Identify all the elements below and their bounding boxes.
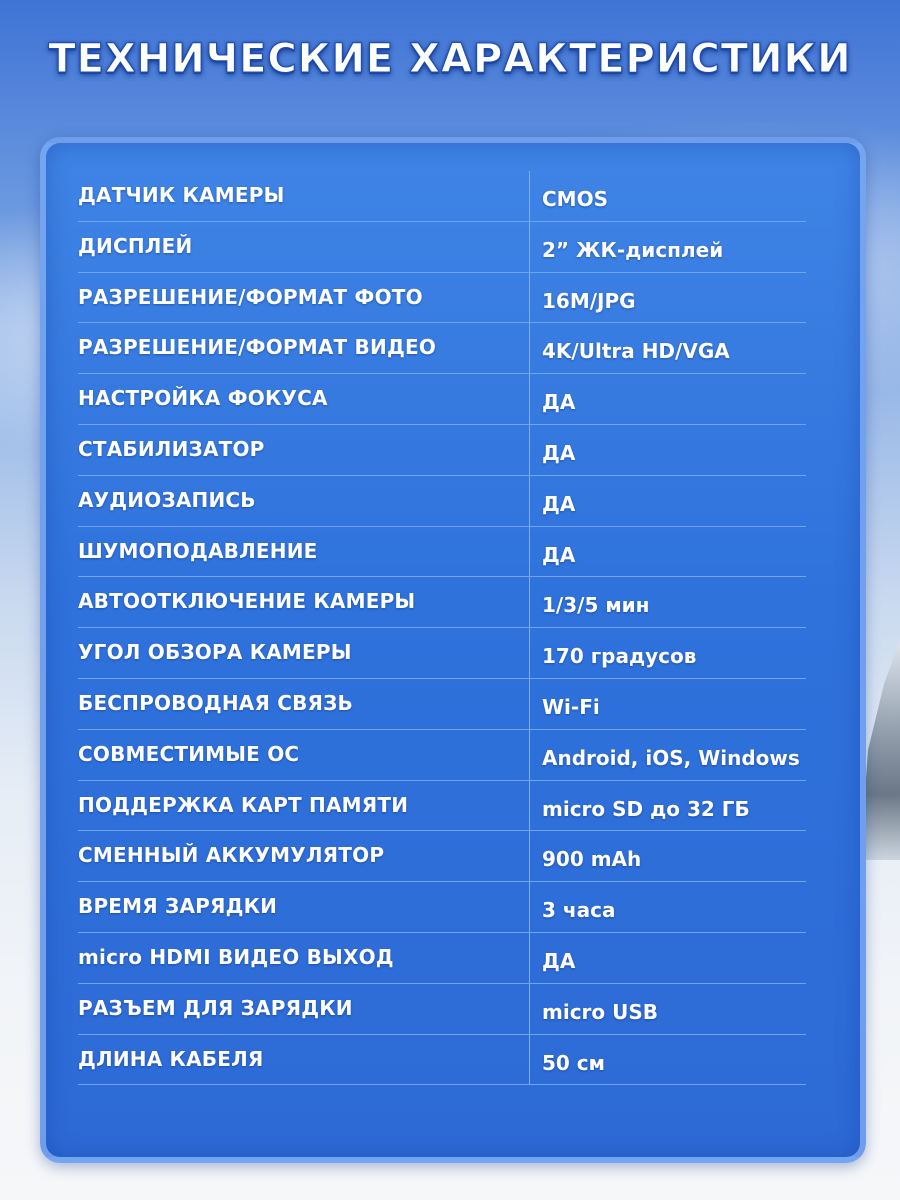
spec-row bbox=[78, 679, 806, 730]
spec-label: ВРЕМЯ ЗАРЯДКИ bbox=[78, 894, 278, 919]
spec-row bbox=[78, 882, 806, 933]
mountain-background bbox=[860, 640, 900, 860]
spec-label: micro HDMI ВИДЕО ВЫХОД bbox=[78, 944, 394, 969]
spec-row bbox=[78, 527, 806, 578]
spec-label: УГОЛ ОБЗОРА КАМЕРЫ bbox=[78, 640, 352, 665]
spec-value: 16M/JPG bbox=[529, 273, 806, 323]
spec-label: ДИСПЛЕЙ bbox=[78, 233, 193, 258]
spec-row bbox=[78, 781, 806, 832]
spec-label: БЕСПРОВОДНАЯ СВЯЗЬ bbox=[78, 690, 353, 715]
spec-value: ДА bbox=[529, 425, 806, 475]
spec-label: СОВМЕСТИМЫЕ ОС bbox=[78, 741, 300, 766]
spec-value: 4K/Ultra HD/VGA bbox=[529, 323, 806, 373]
spec-label: ДАТЧИК КАМЕРЫ bbox=[78, 183, 285, 207]
spec-value: 2” ЖК-дисплей bbox=[529, 222, 806, 272]
spec-value: 1/3/5 мин bbox=[529, 577, 806, 627]
spec-row bbox=[78, 984, 806, 1035]
specs-table bbox=[78, 171, 806, 1085]
spec-row bbox=[78, 1035, 806, 1086]
spec-label: АУДИОЗАПИСЬ bbox=[78, 487, 256, 512]
spec-value: micro USB bbox=[529, 984, 806, 1034]
spec-value: 50 см bbox=[529, 1035, 806, 1085]
spec-row bbox=[78, 933, 806, 984]
spec-row bbox=[78, 628, 806, 679]
spec-value: ДА bbox=[529, 476, 806, 526]
spec-value: ДА bbox=[529, 374, 806, 424]
spec-value: ДА bbox=[529, 527, 806, 577]
spec-value: Wi-Fi bbox=[529, 679, 806, 729]
spec-row bbox=[78, 476, 806, 527]
spec-row bbox=[78, 323, 806, 374]
spec-label: ДЛИНА КАБЕЛЯ bbox=[78, 1046, 264, 1071]
spec-row bbox=[78, 730, 806, 781]
spec-value: 3 часа bbox=[529, 882, 806, 932]
spec-row bbox=[78, 577, 806, 628]
spec-label: СТАБИЛИЗАТОР bbox=[78, 436, 265, 461]
spec-value: 900 mAh bbox=[529, 831, 806, 881]
spec-label: АВТООТКЛЮЧЕНИЕ КАМЕРЫ bbox=[78, 589, 416, 614]
spec-label: РАЗРЕШЕНИЕ/ФОРМАТ ФОТО bbox=[78, 284, 423, 309]
spec-value: CMOS bbox=[529, 171, 806, 221]
spec-row bbox=[78, 374, 806, 425]
page-title: ТЕХНИЧЕСКИЕ ХАРАКТЕРИСТИКИ bbox=[48, 36, 852, 82]
spec-label: ШУМОПОДАВЛЕНИЕ bbox=[78, 538, 318, 563]
spec-label: СМЕННЫЙ АККУМУЛЯТОР bbox=[78, 843, 385, 868]
spec-row bbox=[78, 273, 806, 324]
spec-value: Android, iOS, Windows bbox=[529, 730, 806, 780]
spec-value: micro SD до 32 ГБ bbox=[529, 781, 806, 831]
spec-value: ДА bbox=[529, 933, 806, 983]
spec-row bbox=[78, 425, 806, 476]
spec-label: РАЗЪЕМ ДЛЯ ЗАРЯДКИ bbox=[78, 995, 353, 1020]
spec-label: ПОДДЕРЖКА КАРТ ПАМЯТИ bbox=[78, 792, 409, 817]
spec-value: 170 градусов bbox=[529, 628, 806, 678]
spec-row bbox=[78, 171, 806, 222]
spec-row bbox=[78, 222, 806, 273]
spec-label: НАСТРОЙКА ФОКУСА bbox=[78, 386, 328, 411]
spec-label: РАЗРЕШЕНИЕ/ФОРМАТ ВИДЕО bbox=[78, 335, 437, 360]
spec-row bbox=[78, 831, 806, 882]
